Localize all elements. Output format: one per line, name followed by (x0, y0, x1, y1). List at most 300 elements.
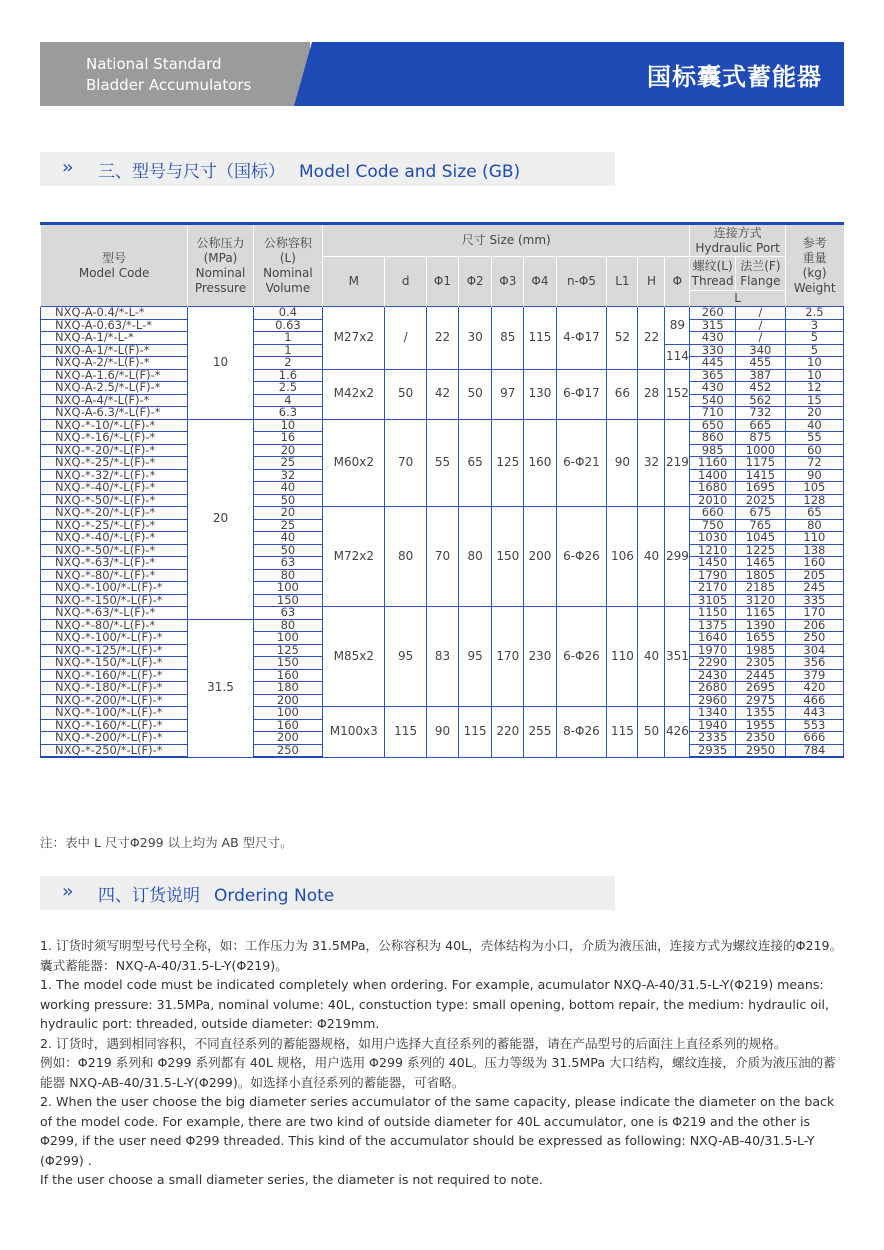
cell-weight: 443 (785, 707, 843, 720)
cell-flange: 675 (735, 507, 785, 520)
cell-model: NXQ-A-1/*-L(F)-* (41, 344, 188, 357)
cell-p4: 115 (524, 307, 556, 370)
cell-weight: 784 (785, 744, 843, 757)
cell-volume: 200 (253, 694, 323, 707)
cell-volume: 180 (253, 682, 323, 695)
th-L: L (690, 291, 785, 307)
cell-weight: 304 (785, 644, 843, 657)
cell-n5: 8-Φ26 (556, 707, 607, 758)
cell-phi: 426 (665, 707, 690, 758)
cell-p4: 130 (524, 369, 556, 419)
th-weight-unit: (kg) (802, 265, 827, 280)
cell-thread: 1030 (690, 532, 736, 545)
cell-flange: 2185 (735, 582, 785, 595)
cell-M: M27x2 (323, 307, 385, 370)
cell-flange: 1390 (735, 619, 785, 632)
cell-thread: 1640 (690, 632, 736, 645)
cell-weight: 72 (785, 457, 843, 470)
cell-flange: 1465 (735, 557, 785, 570)
cell-thread: 430 (690, 382, 736, 395)
cell-p4: 255 (524, 707, 556, 758)
th-flange-en: Flange (740, 273, 781, 288)
cell-weight: 90 (785, 469, 843, 482)
cell-volume: 100 (253, 707, 323, 720)
cell-thread: 2430 (690, 669, 736, 682)
cell-d: / (385, 307, 426, 370)
cell-flange: 1955 (735, 719, 785, 732)
model-size-table (40, 222, 844, 758)
cell-weight: 205 (785, 569, 843, 582)
cell-model: NXQ-*-63/*-L(F)-* (41, 557, 188, 570)
cell-d: 70 (385, 419, 426, 507)
cell-flange: 2445 (735, 669, 785, 682)
cell-thread: 1790 (690, 569, 736, 582)
cell-model: NXQ-*-200/*-L(F)-* (41, 732, 188, 745)
cell-thread: 2960 (690, 694, 736, 707)
cell-flange: 1355 (735, 707, 785, 720)
cell-volume: 16 (253, 432, 323, 445)
cell-thread: 445 (690, 357, 736, 370)
cell-H: 22 (638, 307, 665, 370)
cell-p1: 83 (426, 607, 458, 707)
cell-model: NXQ-*-16/*-L(F)-* (41, 432, 188, 445)
cell-p2: 65 (459, 419, 492, 507)
cell-thread: 3105 (690, 594, 736, 607)
cell-p1: 55 (426, 419, 458, 507)
cell-flange: 665 (735, 419, 785, 432)
cell-weight: 128 (785, 494, 843, 507)
cell-flange: / (735, 332, 785, 345)
th-L1: L1 (607, 257, 638, 307)
banner-title-en (86, 54, 251, 96)
section-title-en: Model Code and Size (GB) (299, 162, 521, 182)
cell-thread: 660 (690, 507, 736, 520)
th-weight (785, 224, 843, 307)
cell-weight: 3 (785, 319, 843, 332)
cell-flange: 455 (735, 357, 785, 370)
th-phi1: Φ1 (426, 257, 458, 307)
cell-L1: 52 (607, 307, 638, 370)
cell-flange: 1225 (735, 544, 785, 557)
cell-flange: 2305 (735, 657, 785, 670)
th-model (41, 224, 188, 307)
th-d: d (385, 257, 426, 307)
th-thread (690, 257, 736, 291)
section-title-en: Ordering Note (214, 886, 335, 906)
cell-thread: 315 (690, 319, 736, 332)
cell-volume: 150 (253, 657, 323, 670)
cell-p1: 90 (426, 707, 458, 758)
cell-flange: 340 (735, 344, 785, 357)
cell-model: NXQ-*-100/*-L(F)-* (41, 582, 188, 595)
cell-L1: 115 (607, 707, 638, 758)
cell-model: NXQ-A-6.3/*-L(F)-* (41, 407, 188, 420)
cell-flange: 2950 (735, 744, 785, 757)
cell-p3: 85 (492, 307, 524, 370)
ordering-paragraph: If the user choose a small diameter series, the diameter is not required to note. (40, 1172, 543, 1187)
cell-M: M85x2 (323, 607, 385, 707)
cell-phi: 299 (665, 507, 690, 607)
cell-phi: 114 (665, 344, 690, 369)
cell-flange: 562 (735, 394, 785, 407)
cell-n5: 6-Φ26 (556, 607, 607, 707)
cell-thread: 750 (690, 519, 736, 532)
cell-p3: 170 (492, 607, 524, 707)
cell-volume: 63 (253, 557, 323, 570)
cell-L1: 106 (607, 507, 638, 607)
cell-weight: 105 (785, 482, 843, 495)
th-flange (735, 257, 785, 291)
cell-weight: 55 (785, 432, 843, 445)
banner-title-en-line1: National Standard (86, 55, 222, 73)
cell-p4: 230 (524, 607, 556, 707)
cell-volume: 40 (253, 532, 323, 545)
cell-weight: 60 (785, 444, 843, 457)
cell-volume: 1.6 (253, 369, 323, 382)
section-heading-ordering (40, 876, 615, 910)
cell-volume: 50 (253, 544, 323, 557)
th-pressure-en2: Pressure (194, 280, 247, 295)
cell-volume: 6.3 (253, 407, 323, 420)
cell-thread: 2935 (690, 744, 736, 757)
cell-M: M72x2 (323, 507, 385, 607)
th-volume-en2: Volume (265, 280, 311, 295)
cell-weight: 335 (785, 594, 843, 607)
cell-flange: 875 (735, 432, 785, 445)
cell-n5: 6-Φ26 (556, 507, 607, 607)
th-port-en: Hydraulic Port (695, 240, 780, 255)
cell-flange: / (735, 319, 785, 332)
th-pressure-unit: (MPa) (203, 250, 238, 265)
cell-weight: 10 (785, 357, 843, 370)
cell-weight: 245 (785, 582, 843, 595)
th-volume-en1: Nominal (263, 265, 313, 280)
cell-p2: 80 (459, 507, 492, 607)
cell-d: 50 (385, 369, 426, 419)
cell-weight: 15 (785, 394, 843, 407)
cell-volume: 80 (253, 569, 323, 582)
section-title (98, 881, 334, 906)
cell-flange: 452 (735, 382, 785, 395)
cell-weight: 10 (785, 369, 843, 382)
cell-thread: 1400 (690, 469, 736, 482)
cell-model: NXQ-A-2/*-L(F)-* (41, 357, 188, 370)
cell-flange: 1695 (735, 482, 785, 495)
banner-title-cn: 国标囊式蓄能器 (647, 63, 822, 91)
cell-volume: 2 (253, 357, 323, 370)
cell-model: NXQ-*-160/*-L(F)-* (41, 669, 188, 682)
cell-p3: 97 (492, 369, 524, 419)
cell-model: NXQ-*-180/*-L(F)-* (41, 682, 188, 695)
cell-n5: 4-Φ17 (556, 307, 607, 370)
cell-L1: 90 (607, 419, 638, 507)
cell-volume: 20 (253, 507, 323, 520)
cell-thread: 1680 (690, 482, 736, 495)
cell-thread: 540 (690, 394, 736, 407)
cell-thread: 710 (690, 407, 736, 420)
th-model-cn: 型号 (102, 250, 127, 265)
cell-weight: 250 (785, 632, 843, 645)
cell-H: 28 (638, 369, 665, 419)
cell-flange: 2025 (735, 494, 785, 507)
cell-model: NXQ-A-1/*-L-* (41, 332, 188, 345)
cell-p1: 42 (426, 369, 458, 419)
table-note: 注：表中 L 尺寸Φ299 以上均为 AB 型尺寸。 (40, 835, 293, 850)
cell-phi: 89 (665, 307, 690, 345)
cell-volume: 4 (253, 394, 323, 407)
cell-volume: 80 (253, 619, 323, 632)
cell-model: NXQ-*-10/*-L(F)-* (41, 419, 188, 432)
cell-volume: 100 (253, 632, 323, 645)
cell-flange: 765 (735, 519, 785, 532)
cell-d: 95 (385, 607, 426, 707)
cell-model: NXQ-*-40/*-L(F)-* (41, 482, 188, 495)
cell-volume: 25 (253, 519, 323, 532)
cell-p3: 150 (492, 507, 524, 607)
th-size: 尺寸 Size (mm) (323, 224, 690, 257)
cell-weight: 80 (785, 519, 843, 532)
th-H: H (638, 257, 665, 307)
cell-volume: 150 (253, 594, 323, 607)
cell-model: NXQ-*-80/*-L(F)-* (41, 619, 188, 632)
cell-d: 80 (385, 507, 426, 607)
cell-thread: 650 (690, 419, 736, 432)
cell-flange: 1000 (735, 444, 785, 457)
cell-thread: 1970 (690, 644, 736, 657)
section-title-cn: 四、订货说明 (98, 886, 200, 906)
cell-thread: 1340 (690, 707, 736, 720)
cell-flange: 3120 (735, 594, 785, 607)
cell-model: NXQ-*-63/*-L(F)-* (41, 607, 188, 620)
cell-thread: 2335 (690, 732, 736, 745)
cell-weight: 65 (785, 507, 843, 520)
cell-weight: 379 (785, 669, 843, 682)
cell-flange: / (735, 307, 785, 320)
cell-pressure: 31.5 (188, 619, 253, 757)
cell-flange: 1985 (735, 644, 785, 657)
cell-weight: 40 (785, 419, 843, 432)
cell-weight: 666 (785, 732, 843, 745)
cell-flange: 1415 (735, 469, 785, 482)
cell-L1: 66 (607, 369, 638, 419)
th-weight-cn2: 重量 (802, 250, 827, 265)
cell-flange: 2350 (735, 732, 785, 745)
cell-volume: 2.5 (253, 382, 323, 395)
cell-p3: 220 (492, 707, 524, 758)
cell-L1: 110 (607, 607, 638, 707)
cell-H: 40 (638, 507, 665, 607)
th-phi2: Φ2 (459, 257, 492, 307)
cell-model: NXQ-*-25/*-L(F)-* (41, 457, 188, 470)
ordering-paragraph: 例如：Φ219 系列和 Φ299 系列都有 40L 规格，用户选用 Φ299 系列的 40L。压力等级为 31.5MPa 大口结构，螺纹连接，介质为液压油的蓄能器 NXQ-AB-40/31.5-L-Y(Φ299)。如选择小直径系列的蓄能器，可省略。 (40, 1055, 836, 1090)
cell-pressure: 20 (188, 419, 253, 619)
cell-volume: 200 (253, 732, 323, 745)
cell-p2: 50 (459, 369, 492, 419)
cell-p1: 70 (426, 507, 458, 607)
double-chevron-icon: ›› (62, 881, 71, 902)
cell-volume: 250 (253, 744, 323, 757)
cell-H: 32 (638, 419, 665, 507)
cell-weight: 110 (785, 532, 843, 545)
ordering-paragraph: 1. 订货时须写明型号代号全称，如：工作压力为 31.5MPa，公称容积为 40L，壳体结构为小口，介质为液压油，连接方式为螺纹连接的Φ219。囊式蓄能器：NXQ-A-40/31.5-L-Y(Φ219)。 (40, 938, 843, 973)
cell-model: NXQ-*-150/*-L(F)-* (41, 594, 188, 607)
cell-thread: 1210 (690, 544, 736, 557)
cell-model: NXQ-A-2.5/*-L(F)-* (41, 382, 188, 395)
cell-volume: 0.63 (253, 319, 323, 332)
th-M: M (323, 257, 385, 307)
cell-thread: 2290 (690, 657, 736, 670)
cell-weight: 5 (785, 332, 843, 345)
cell-p2: 95 (459, 607, 492, 707)
th-phi4: Φ4 (524, 257, 556, 307)
cell-thread: 260 (690, 307, 736, 320)
cell-thread: 2170 (690, 582, 736, 595)
cell-model: NXQ-*-80/*-L(F)-* (41, 569, 188, 582)
cell-thread: 1940 (690, 719, 736, 732)
banner-title-en-line2: Bladder Accumulators (86, 76, 252, 94)
cell-flange: 1805 (735, 569, 785, 582)
table-body (41, 307, 844, 758)
header-banner (40, 42, 844, 106)
cell-weight: 420 (785, 682, 843, 695)
th-pressure-cn: 公称压力 (196, 235, 245, 250)
cell-model: NXQ-*-25/*-L(F)-* (41, 519, 188, 532)
cell-volume: 100 (253, 582, 323, 595)
cell-volume: 160 (253, 669, 323, 682)
cell-volume: 20 (253, 444, 323, 457)
cell-model: NXQ-*-50/*-L(F)-* (41, 494, 188, 507)
cell-volume: 32 (253, 469, 323, 482)
cell-thread: 1150 (690, 607, 736, 620)
th-pressure-en1: Nominal (195, 265, 246, 280)
cell-n5: 6-Φ21 (556, 419, 607, 507)
th-weight-cn1: 参考 (802, 235, 827, 250)
cell-model: NXQ-*-100/*-L(F)-* (41, 707, 188, 720)
cell-phi: 351 (665, 607, 690, 707)
th-model-en: Model Code (78, 265, 150, 280)
cell-p2: 115 (459, 707, 492, 758)
cell-flange: 732 (735, 407, 785, 420)
cell-weight: 170 (785, 607, 843, 620)
section-title (98, 157, 520, 182)
cell-volume: 160 (253, 719, 323, 732)
cell-volume: 1 (253, 344, 323, 357)
cell-volume: 50 (253, 494, 323, 507)
cell-model: NXQ-A-1.6/*-L(F)-* (41, 369, 188, 382)
cell-model: NXQ-A-0.63/*-L-* (41, 319, 188, 332)
cell-volume: 0.4 (253, 307, 323, 320)
cell-H: 40 (638, 607, 665, 707)
cell-model: NXQ-*-20/*-L(F)-* (41, 507, 188, 520)
cell-weight: 160 (785, 557, 843, 570)
th-volume (253, 224, 323, 307)
ordering-paragraph: 1. The model code must be indicated completely when ordering. For example, acumulator NXQ-A-40/31.5-L-Y(Φ219) means: working pressure: 31.5MPa, nominal volume: 40L, constuction type: small opening, bottom repair, the medium: hydraulic oil, hydraulic port: threaded, outside diameter: Φ219mm. (40, 977, 830, 1031)
cell-volume: 1 (253, 332, 323, 345)
cell-H: 50 (638, 707, 665, 758)
cell-p1: 22 (426, 307, 458, 370)
ordering-paragraph: 2. 订货时，遇到相同容积，不同直径系列的蓄能器规格，如用户选择大直径系列的蓄能器，请在产品型号的后面注上直径系列的规格。 (40, 1035, 787, 1051)
cell-M: M60x2 (323, 419, 385, 507)
double-chevron-icon: ›› (62, 157, 71, 178)
cell-p3: 125 (492, 419, 524, 507)
cell-p2: 30 (459, 307, 492, 370)
cell-volume: 125 (253, 644, 323, 657)
cell-weight: 20 (785, 407, 843, 420)
cell-weight: 356 (785, 657, 843, 670)
cell-model: NXQ-*-160/*-L(F)-* (41, 719, 188, 732)
cell-model: NXQ-*-150/*-L(F)-* (41, 657, 188, 670)
th-pressure (188, 224, 253, 307)
cell-flange: 1045 (735, 532, 785, 545)
cell-flange: 2975 (735, 694, 785, 707)
ordering-paragraph: 2. When the user choose the big diameter series accumulator of the same capacity, please indicate the diameter on the back of the model code. For example, there are two kind of outside diameter for 40L accumulator, one is Φ219 and the other is Φ299, if the user need Φ299 threaded. This kind of the accumulator should be expressed as following: NXQ-AB-40/31.5-L-Y (Φ299) . (40, 1094, 835, 1168)
th-n-phi5: n-Φ5 (556, 257, 607, 307)
th-port (690, 224, 785, 257)
cell-phi: 152 (665, 369, 690, 419)
cell-thread: 985 (690, 444, 736, 457)
cell-weight: 553 (785, 719, 843, 732)
section-heading-model-code (40, 152, 615, 186)
cell-model: NXQ-*-50/*-L(F)-* (41, 544, 188, 557)
th-phi: Φ (665, 257, 690, 307)
cell-volume: 25 (253, 457, 323, 470)
cell-model: NXQ-*-100/*-L(F)-* (41, 632, 188, 645)
cell-weight: 2.5 (785, 307, 843, 320)
cell-p4: 200 (524, 507, 556, 607)
cell-thread: 1160 (690, 457, 736, 470)
cell-thread: 1450 (690, 557, 736, 570)
cell-flange: 1655 (735, 632, 785, 645)
cell-d: 115 (385, 707, 426, 758)
cell-model: NXQ-A-4/*-L(F)-* (41, 394, 188, 407)
cell-thread: 330 (690, 344, 736, 357)
th-thread-en: Thread (691, 273, 734, 288)
cell-model: NXQ-*-250/*-L(F)-* (41, 744, 188, 757)
cell-M: M100x3 (323, 707, 385, 758)
cell-model: NXQ-*-40/*-L(F)-* (41, 532, 188, 545)
cell-weight: 138 (785, 544, 843, 557)
cell-weight: 5 (785, 344, 843, 357)
cell-volume: 10 (253, 419, 323, 432)
cell-model: NXQ-A-0.4/*-L-* (41, 307, 188, 320)
cell-n5: 6-Φ17 (556, 369, 607, 419)
th-port-cn: 连接方式 (713, 225, 762, 240)
cell-thread: 860 (690, 432, 736, 445)
section-title-cn: 三、型号与尺寸（国标） (98, 162, 285, 182)
cell-flange: 2695 (735, 682, 785, 695)
cell-weight: 206 (785, 619, 843, 632)
ordering-notes (40, 936, 844, 1190)
th-volume-cn: 公称容积 (263, 235, 312, 250)
cell-thread: 1375 (690, 619, 736, 632)
cell-volume: 40 (253, 482, 323, 495)
cell-flange: 1175 (735, 457, 785, 470)
cell-thread: 2680 (690, 682, 736, 695)
th-flange-cn: 法兰(F) (740, 258, 781, 273)
cell-weight: 466 (785, 694, 843, 707)
cell-model: NXQ-*-125/*-L(F)-* (41, 644, 188, 657)
cell-thread: 430 (690, 332, 736, 345)
cell-flange: 1165 (735, 607, 785, 620)
cell-thread: 2010 (690, 494, 736, 507)
cell-model: NXQ-*-32/*-L(F)-* (41, 469, 188, 482)
th-phi3: Φ3 (492, 257, 524, 307)
cell-phi: 219 (665, 419, 690, 507)
cell-pressure: 10 (188, 307, 253, 420)
cell-model: NXQ-*-200/*-L(F)-* (41, 694, 188, 707)
cell-p4: 160 (524, 419, 556, 507)
th-weight-en: Weight (793, 280, 836, 295)
